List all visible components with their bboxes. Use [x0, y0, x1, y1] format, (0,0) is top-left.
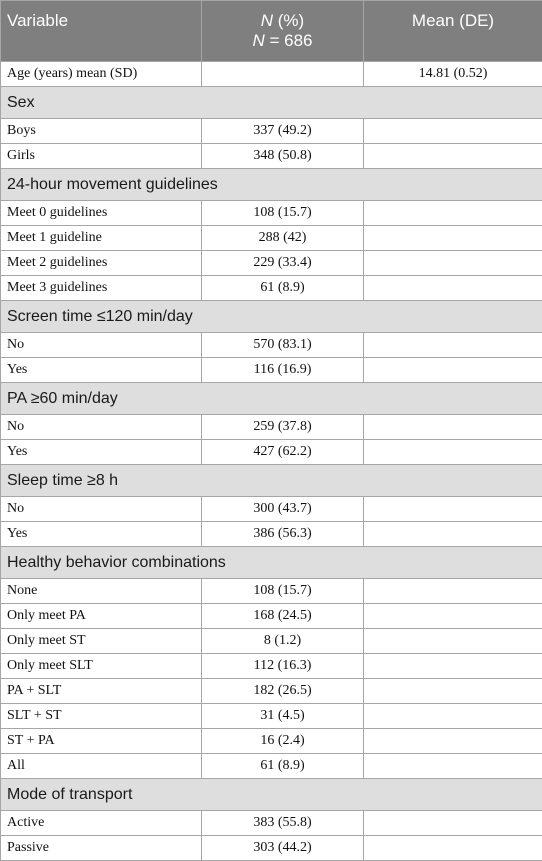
table-row	[1, 358, 542, 383]
header-row	[1, 1, 542, 62]
section-title: 24-hour movement guidelines	[1, 169, 542, 201]
row-mean	[364, 201, 542, 226]
table-row	[1, 654, 542, 679]
row-mean	[364, 604, 542, 629]
row-label: ST + PA	[1, 729, 202, 754]
row-n: 31 (4.5)	[202, 704, 364, 729]
row-mean	[364, 704, 542, 729]
row-mean	[364, 754, 542, 779]
header-n-italic: N	[261, 11, 273, 30]
table-row	[1, 276, 542, 301]
row-label: Only meet PA	[1, 604, 202, 629]
row-n: 303 (44.2)	[202, 836, 364, 861]
section-header-row	[1, 301, 542, 333]
table-row	[1, 754, 542, 779]
header-n-pct: (%)	[273, 11, 304, 30]
table-row	[1, 62, 542, 87]
row-n: 259 (37.8)	[202, 415, 364, 440]
row-label: Active	[1, 811, 202, 836]
table-row	[1, 836, 542, 861]
row-n: 112 (16.3)	[202, 654, 364, 679]
header-variable: Variable	[1, 1, 202, 62]
row-mean	[364, 440, 542, 465]
row-mean	[364, 811, 542, 836]
table-row	[1, 440, 542, 465]
section-title: Sex	[1, 87, 542, 119]
row-n: 8 (1.2)	[202, 629, 364, 654]
header-n-total-value: = 686	[265, 31, 313, 50]
row-mean	[364, 415, 542, 440]
row-label: No	[1, 333, 202, 358]
row-mean: 14.81 (0.52)	[364, 62, 542, 87]
row-n: 108 (15.7)	[202, 201, 364, 226]
table-row	[1, 415, 542, 440]
row-mean	[364, 276, 542, 301]
section-title: Screen time ≤120 min/day	[1, 301, 542, 333]
row-n: 182 (26.5)	[202, 679, 364, 704]
row-mean	[364, 836, 542, 861]
row-label: Meet 2 guidelines	[1, 251, 202, 276]
row-n	[202, 62, 364, 87]
table-row	[1, 579, 542, 604]
row-mean	[364, 144, 542, 169]
table-row	[1, 251, 542, 276]
table-row	[1, 811, 542, 836]
row-label: All	[1, 754, 202, 779]
table-row	[1, 629, 542, 654]
section-title: Sleep time ≥8 h	[1, 465, 542, 497]
row-mean	[364, 119, 542, 144]
row-n: 348 (50.8)	[202, 144, 364, 169]
table-row	[1, 497, 542, 522]
row-n: 570 (83.1)	[202, 333, 364, 358]
row-mean	[364, 579, 542, 604]
table-row	[1, 119, 542, 144]
table-body	[1, 62, 542, 861]
section-header-row	[1, 87, 542, 119]
row-label: PA + SLT	[1, 679, 202, 704]
row-label: Passive	[1, 836, 202, 861]
row-mean	[364, 729, 542, 754]
header-mean: Mean (DE)	[364, 1, 542, 62]
row-mean	[364, 333, 542, 358]
row-n: 168 (24.5)	[202, 604, 364, 629]
table-row	[1, 679, 542, 704]
section-header-row	[1, 169, 542, 201]
row-n: 61 (8.9)	[202, 276, 364, 301]
section-title: Healthy behavior combinations	[1, 547, 542, 579]
table-row	[1, 226, 542, 251]
row-mean	[364, 679, 542, 704]
row-n: 427 (62.2)	[202, 440, 364, 465]
table-header	[1, 1, 542, 62]
section-header-row	[1, 383, 542, 415]
row-n: 288 (42)	[202, 226, 364, 251]
row-n: 386 (56.3)	[202, 522, 364, 547]
table-row	[1, 729, 542, 754]
section-header-row	[1, 465, 542, 497]
row-label: Age (years) mean (SD)	[1, 62, 202, 87]
row-n: 229 (33.4)	[202, 251, 364, 276]
row-label: No	[1, 415, 202, 440]
row-n: 116 (16.9)	[202, 358, 364, 383]
section-title: PA ≥60 min/day	[1, 383, 542, 415]
row-label: Only meet ST	[1, 629, 202, 654]
row-mean	[364, 654, 542, 679]
row-n: 383 (55.8)	[202, 811, 364, 836]
section-header-row	[1, 779, 542, 811]
section-header-row	[1, 547, 542, 579]
row-mean	[364, 522, 542, 547]
row-label: SLT + ST	[1, 704, 202, 729]
row-n: 337 (49.2)	[202, 119, 364, 144]
row-mean	[364, 251, 542, 276]
row-label: None	[1, 579, 202, 604]
row-label: No	[1, 497, 202, 522]
table-row	[1, 144, 542, 169]
row-n: 300 (43.7)	[202, 497, 364, 522]
table-row	[1, 201, 542, 226]
table-row	[1, 604, 542, 629]
row-mean	[364, 497, 542, 522]
row-n: 61 (8.9)	[202, 754, 364, 779]
row-label: Meet 3 guidelines	[1, 276, 202, 301]
row-label: Boys	[1, 119, 202, 144]
row-label: Meet 1 guideline	[1, 226, 202, 251]
row-label: Yes	[1, 440, 202, 465]
table-row	[1, 333, 542, 358]
row-n: 108 (15.7)	[202, 579, 364, 604]
row-n: 16 (2.4)	[202, 729, 364, 754]
row-label: Only meet SLT	[1, 654, 202, 679]
section-title: Mode of transport	[1, 779, 542, 811]
header-n	[202, 1, 364, 62]
row-label: Meet 0 guidelines	[1, 201, 202, 226]
row-label: Yes	[1, 522, 202, 547]
row-label: Yes	[1, 358, 202, 383]
row-mean	[364, 226, 542, 251]
row-label: Girls	[1, 144, 202, 169]
table-row	[1, 522, 542, 547]
row-mean	[364, 358, 542, 383]
table-row	[1, 704, 542, 729]
row-mean	[364, 629, 542, 654]
header-n-total-italic: N	[252, 31, 264, 50]
